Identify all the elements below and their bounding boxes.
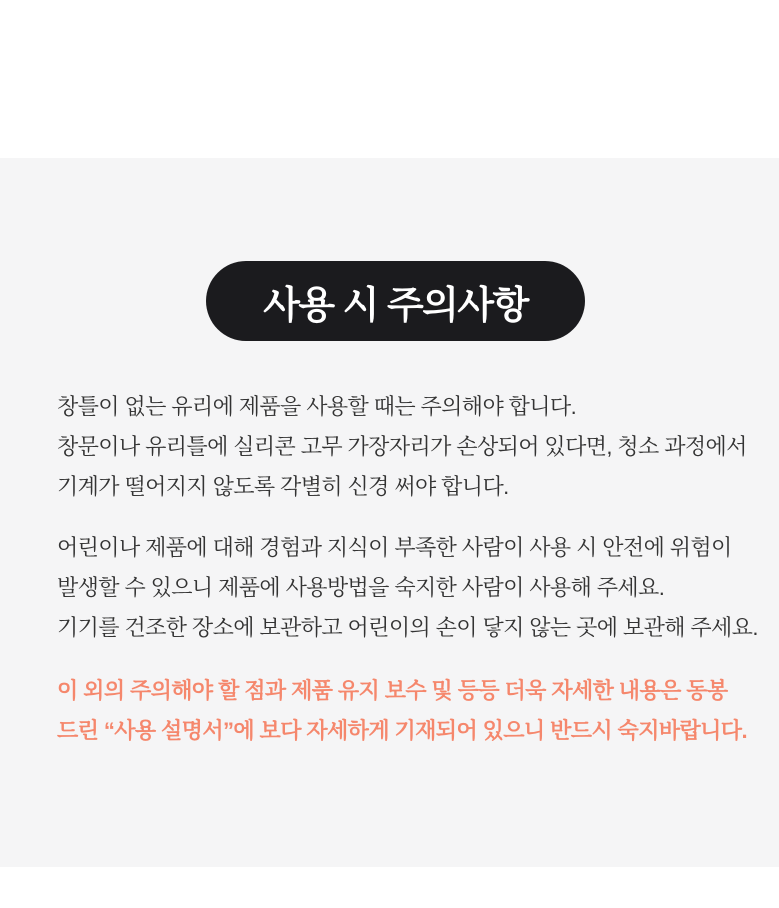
section-title-badge [206, 261, 585, 341]
text-line: 어린이나 제품에 대해 경험과 지식이 부족한 사람이 사용 시 안전에 위험이 [57, 535, 732, 560]
text-line: 드린 “사용 설명서”에 보다 자세하게 기재되어 있으니 반드시 숙지바랍니다. [57, 718, 747, 743]
paragraph-frameless-glass-caution [57, 387, 747, 507]
text-line: 이 외의 주의해야 할 점과 제품 유지 보수 및 등등 더욱 자세한 내용은 동봉 [57, 678, 728, 703]
text-line: 창틀이 없는 유리에 제품을 사용할 때는 주의해야 합니다. [57, 394, 577, 419]
text-line: 기계가 떨어지지 않도록 각별히 신경 써야 합니다. [57, 474, 509, 499]
text-line: 창문이나 유리틀에 실리콘 고무 가장자리가 손상되어 있다면, 청소 과정에서 [57, 434, 747, 459]
paragraph-children-safety-caution [57, 528, 758, 648]
section-title: 사용 시 주의사항 [263, 284, 528, 327]
paragraph-user-manual-notice [57, 671, 747, 751]
caution-panel [0, 158, 779, 867]
text-line: 기기를 건조한 장소에 보관하고 어린이의 손이 닿지 않는 곳에 보관해 주세요. [57, 615, 758, 640]
text-line: 발생할 수 있으니 제품에 사용방법을 숙지한 사람이 사용해 주세요. [57, 575, 665, 600]
